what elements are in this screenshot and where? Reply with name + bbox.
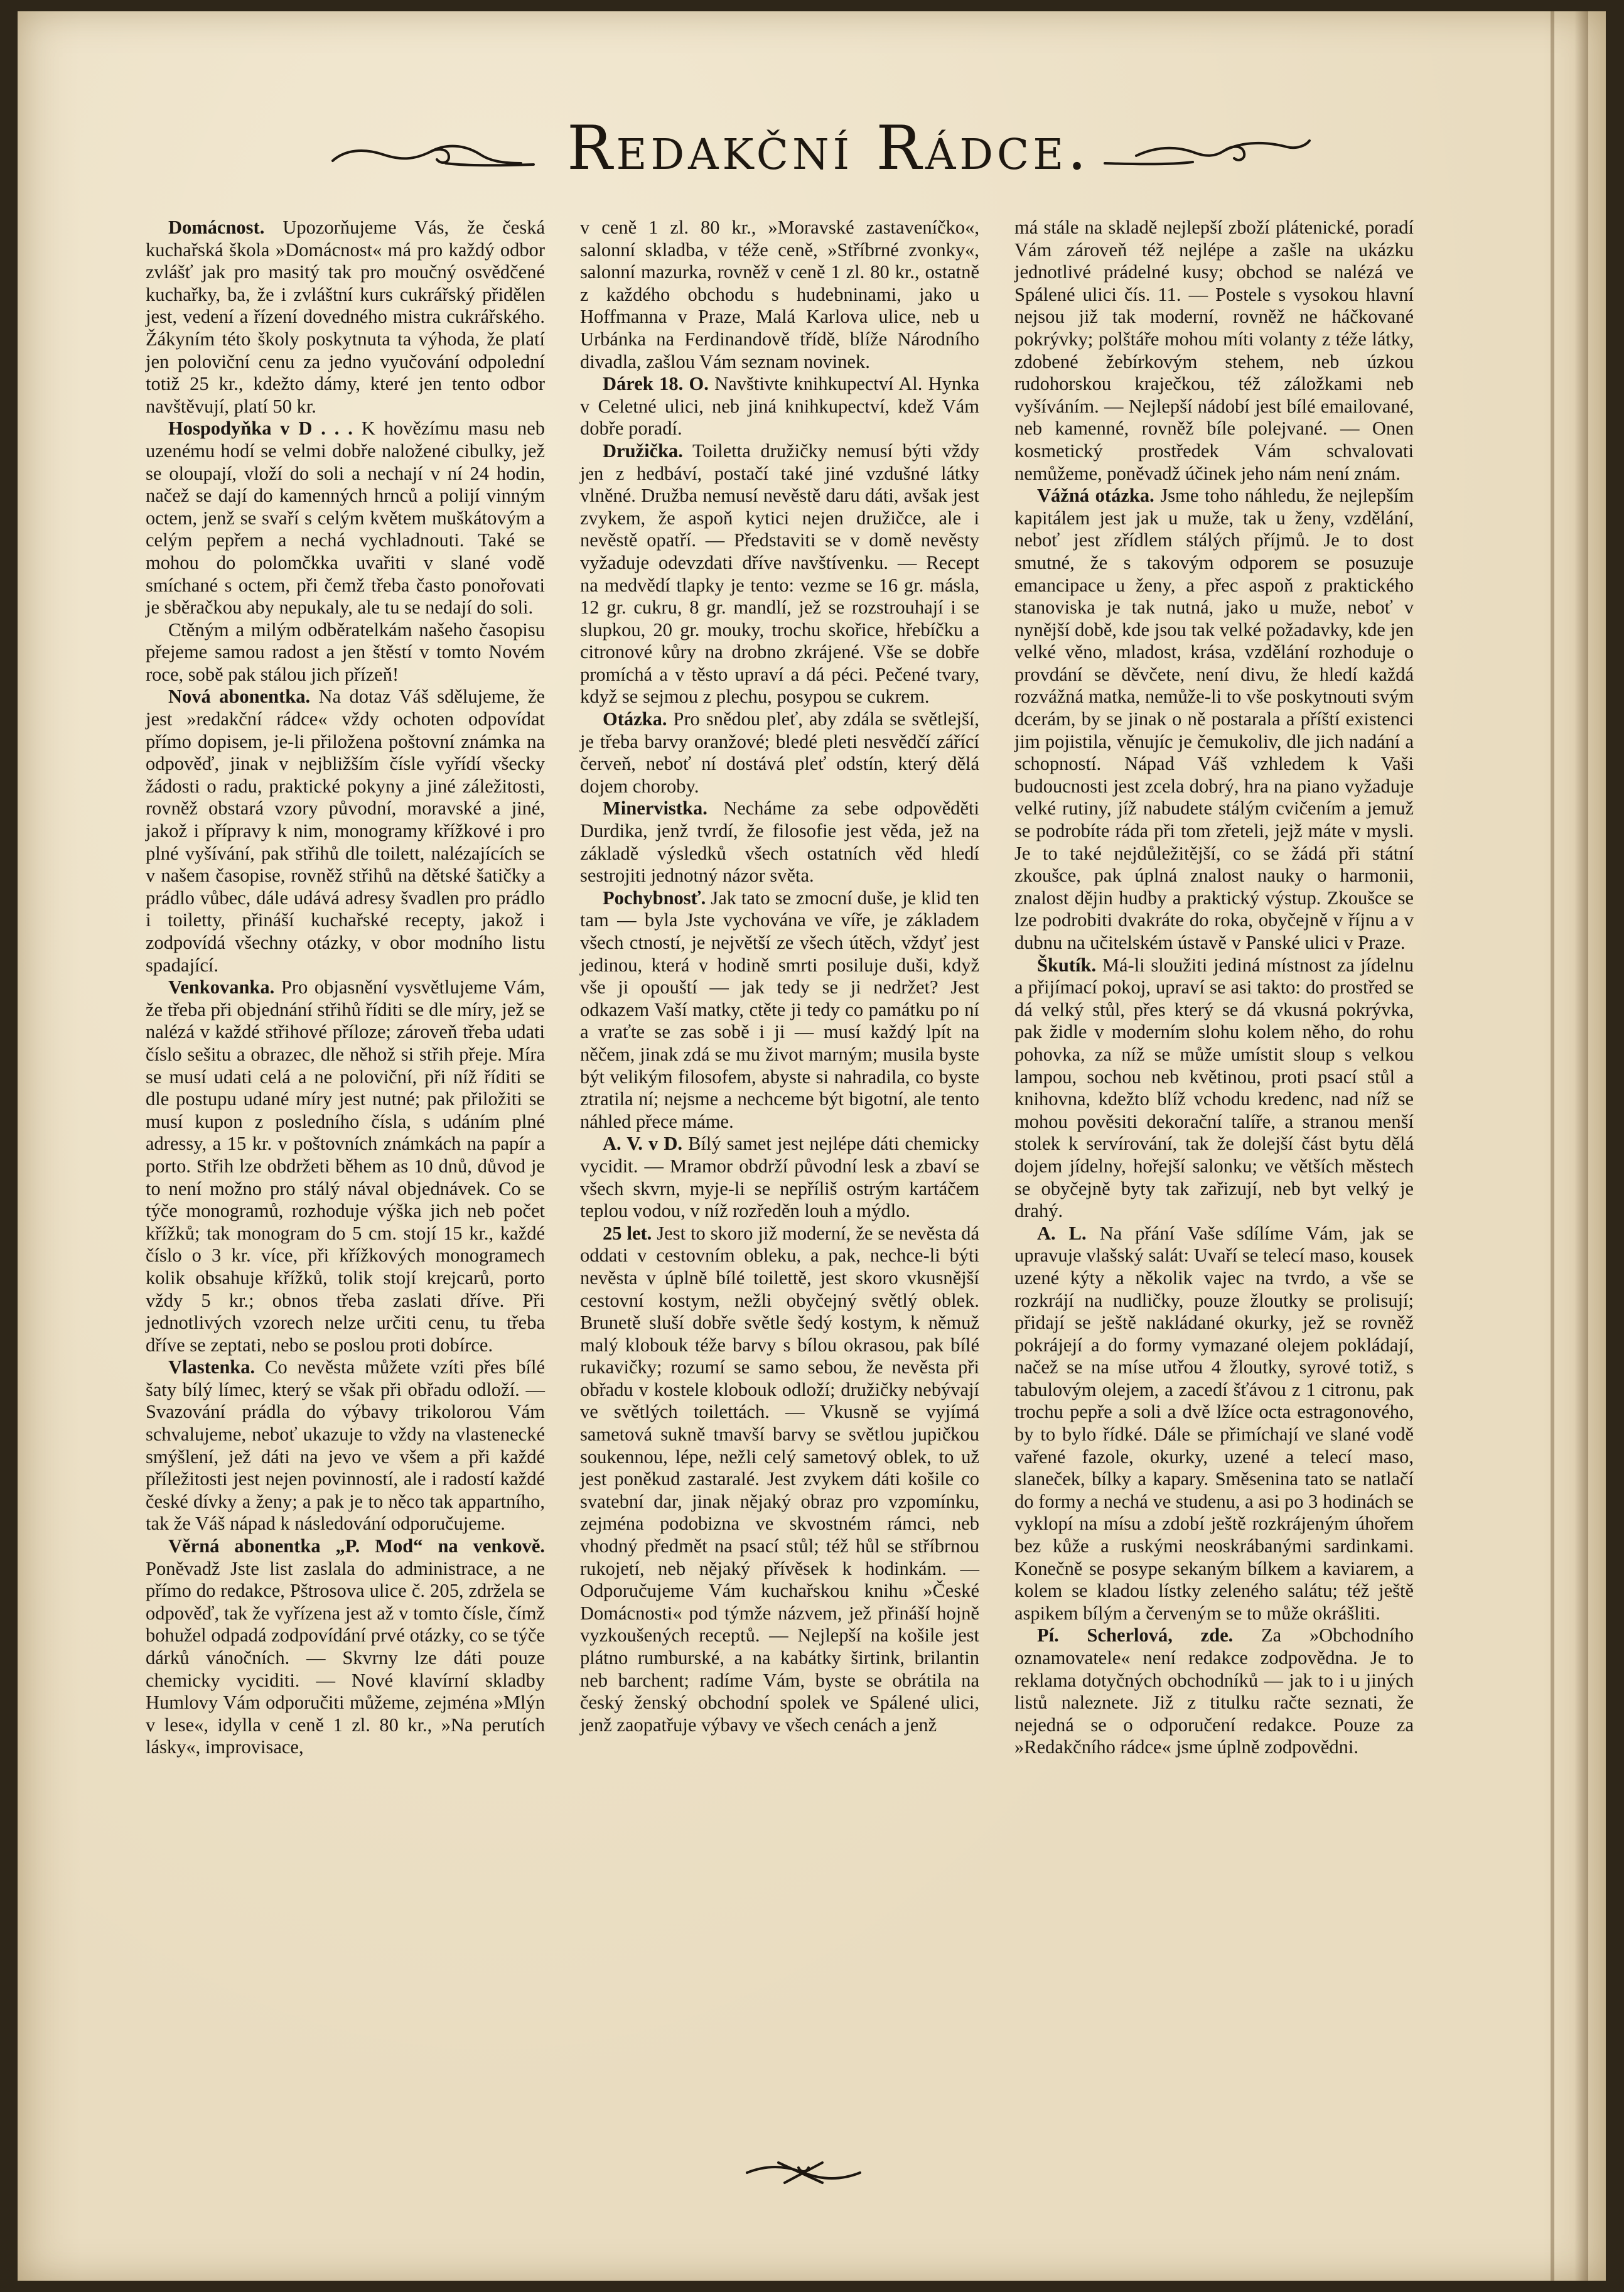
column-1-paragraph xyxy=(146,976,545,1356)
column-2-paragraph xyxy=(580,708,979,797)
column-3-paragraph xyxy=(1014,1624,1414,1759)
entry-text: Upozorňujeme Vás, že česká kuchařská škola »Domácnost« má pro každý odbor zvlášť jak pro masitý tak pro moučný osvědčené kuchařky, ba, že i zvláštní kurs cukrářský přidělen jest, vedení a řízení dovedného mistra cukrářského. Žákyním této školy poskytnuta ta výhoda, že platí jen poloviční cenu za jedno vyučování odpolední totiž 25 kr., kdežto dámy, které jen tento odbor navštěvují, platí 50 kr. xyxy=(146,217,545,417)
entry-text: Co nevěsta můžete vzíti přes bílé šaty bílý límec, který se však při obřadu odloží. — Svazování prádla do výbavy trikolorou Vám schvalujeme, neboť ukazuje to vždy na vlastenecké smýšlení, jež dáti na jevo ve všem a při každé příležitosti jest nejen povinností, ale i radostí každé české dívky a ženy; a pak je to něco tak appartního, tak že Váš nápad k následování odporučujeme. xyxy=(146,1356,545,1535)
entry-heading: Venkovanka. xyxy=(168,976,275,998)
column-2-paragraph xyxy=(580,373,979,440)
entry-heading: 25 let. xyxy=(603,1222,652,1244)
column-3-paragraph xyxy=(1014,217,1414,485)
column-3-paragraph xyxy=(1014,954,1414,1223)
footer-ornament xyxy=(741,2154,866,2192)
text-column-3 xyxy=(1014,217,1414,1759)
page-title: Redakční Rádce. xyxy=(567,113,1090,183)
column-3-paragraph xyxy=(1014,485,1414,954)
entry-text: Bílý samet jest nejlépe dáti chemicky vycidit. — Mramor obdrží původní lesk a zbaví se všech skvrn, myje-li se nepříliš ostrým kartáčem teplou vodou, v níž rozředěn louh a mýdlo. xyxy=(580,1133,979,1222)
column-2-paragraph xyxy=(580,797,979,887)
column-1-paragraph xyxy=(146,1356,545,1535)
column-3-paragraph xyxy=(1014,1223,1414,1625)
entry-text: K hovězímu masu neb uzenému hodí se velmi dobře naložené cibulky, jež se oloupají, vloží do soli a nechají v ní 24 hodin, načež se dají do kamenných hrnců a polijí vinným octem, jenž se svaří s celým květem muškátovým a celým pepřem a nechá vychladnouti. Také se mohou do polomčkka uvařiti v slané vodě smíchané s octem, při čemž třeba často ponořovati je sběračkou aby nepukaly, ale tu se nedají do soli. xyxy=(146,418,545,619)
page-spine-shadow xyxy=(1551,11,1554,2281)
entry-text: má stále na skladě nejlepší zboží plátenické, poradí Vám zároveň též nejlépe a zašle na ukázku jednotlivé prádelné kusy; obchod se nalézá ve Spálené ulici čís. 11. — Postele s vysokou hlavní nejsou již tak moderní, rovněž ne háčkované pokrývky; polštáře mohou míti volanty z téže látky, zdobené žebírkovým stehem, neb úzkou rudohorskou kraječkou, též záložkami neb vyšíváním. — Nejlepší nádobí jest bílé emailované, neb kamenné, rovněž bíle polejvané. — Onen kosmetický prostředek Vám schvalovati nemůžeme, poněvadž účinek jeho nám není znám. xyxy=(1014,217,1414,484)
column-2-paragraph xyxy=(580,887,979,1133)
text-column-2 xyxy=(580,217,979,1736)
section-header xyxy=(320,105,1318,200)
column-1-paragraph xyxy=(146,217,545,418)
entry-text: Poněvadž Jste list zaslala do administrace, a ne přímo do redakce, Pštrosova ulice č. 205, zdržela se odpověď, tak že vyřízena jest až v tomto čísle, čímž bohužel odpadá zodpovídání prvé otázky, co se týče dárků vánočních. — Skvrny lze dáti pouze chemicky vyciditi. — Nové klavírní skladby Humlovy Vám odporučiti můžeme, zejména »Mlýn v lese«, idylla v ceně 1 zl. 80 kr., »Na perutích lásky«, improvisace, xyxy=(146,1557,545,1758)
entry-text: Jsme toho náhledu, že nejlepším kapitálem jest jak u muže, tak u ženy, vzdělání, neboť jest zřídlem stálých příjmů. Je to dost smutné, že s takovým odporem se posuzuje emancipace u ženy, a přec aspoň z praktického stanoviska je tak nutná, jako u muže, neboť v nynější době, kde jsou tak velké požadavky, kde jen velké věno, mladost, krása, vzdělání rozhoduje o provdání se děvčete, není divu, že hledí každá rozvážná matka, nemůže-li to vše poskytnouti svým dcerám, by se jinak o ně postarala a příští existenci jim pojistila, věnujíc je čemukoliv, dle jich nadání a schopností. Nápad Váš vzhledem k Vaši budoucnosti jest zcela dobrý, hra na piano vyžaduje velké rutiny, jíž nabudete stálým cvičením a jemuž se podrobíte ráda při tom zřeteli, jejž máte v mysli. Je to také nejdůležitější, co se žádá při státní zkoušce, pak úplná znalost nauky o harmonii, znalost dějin hudby a praktický výstup. Zkoušce se lze podrobiti dvakráte do roka, obyčejně v říjnu a v dubnu na učitelském ústavě v Panské ulici v Praze. xyxy=(1014,485,1414,953)
entry-heading: Družička. xyxy=(603,440,683,462)
entry-heading: Dárek 18. O. xyxy=(603,373,709,395)
entry-heading: Škutík. xyxy=(1037,954,1097,976)
entry-heading: Pochybnosť. xyxy=(603,887,706,909)
entry-heading: Vlastenka. xyxy=(168,1356,255,1378)
entry-heading: A. V. v D. xyxy=(603,1133,683,1155)
entry-text: Necháme za sebe odpověděti Durdika, jenž tvrdí, že filosofie jest věda, jež na základě výsledků všech ostatních věd hledí sestrojiti jednotný názor světa. xyxy=(580,797,979,887)
entry-text: Za »Obchodního oznamovatele« není redakce zodpovědna. Je to reklama dotyčných obchodníků — jak to i u jiných listů naleznete. Již z titulku račte seznati, že nejedná se o odporučení redakce. Pouze za »Redakčního rádce« jsme úplně zodpovědni. xyxy=(1014,1624,1414,1758)
column-1-paragraph xyxy=(146,418,545,619)
entry-text: Ctěným a milým odběratelkám našeho časopisu přejeme samou radost a jen štěstí v tomto Novém roce, sobě pak stálou jich přízeň! xyxy=(146,619,545,685)
entry-heading: Domácnost. xyxy=(168,217,265,238)
column-1-paragraph xyxy=(146,619,545,686)
entry-text: Na přání Vaše sdílíme Vám, jak se upravuje vlašský salát: Uvaří se telecí maso, kousek uzené kýty a několik vajec na tvrdo, a vše se rozkrájí na nudličky, pouze žloutky se prolisují; přidají se ještě nakládané okurky, jež se rovněž pokrájejí a do formy vymazané olejem pokládají, načež se na míse utřou 4 žloutky, syrové totiž, s tabulovým olejem, a zacedí šťávou z 1 citronu, pak trochu pepře a soli a dvě lžíce octa estragonového, by to bylo řídké. Dále se přimíchají ve slané vodě vařené fazole, okurky, uzené a telecí maso, slaneček, bílky a kapary. Směsenina tato se natlačí do formy a nechá ve studenu, a asi po 3 hodinách se vyklopí na mísu a zdobí ještě rozkrájeným úhořem bez kůže a ruskými neoskrábanými sardinkami. Konečně se posype sekaným bílkem a kaviarem, a kolem se kladou lístky zeleného salátu; též ještě aspikem bílým a červeným se to může okrášliti. xyxy=(1014,1222,1414,1624)
column-2-paragraph xyxy=(580,1133,979,1222)
column-1-paragraph xyxy=(146,686,545,976)
column-2-paragraph xyxy=(580,1223,979,1737)
column-2-paragraph xyxy=(580,217,979,373)
entry-heading: Hospodyňka v D . . . xyxy=(168,418,353,440)
entry-text: Navštivte knihkupectví Al. Hynka v Celetné ulici, neb jiná knihkupectví, kdež Vám dobře poradí. xyxy=(580,373,979,440)
entry-text: Jest to skoro již moderní, že se nevěsta dá oddati v cestovním obleku, a pak, nechce-li býti nevěsta v úplně bílé toilettě, jest skoro vkusnější cestovní kostym, nežli obyčejný světlý oblek. Brunetě sluší dobře světle šedý kostym, k němuž malý klobouk téže barvy s bílou okrasou, pak bílé rukavičky; rozumí se samo sebou, že nevěsta při obřadu v kostele klobouk odloží; družičky nebývají ve světlých toilettách. — Vkusně se vyjímá sametová sukně tmavší barvy se světlou jupičkou soukennou, lépe, nežli celý sametový oblek, to už jest poněkud zastaralé. Jest zvykem dáti košile co svatební dar, jinak nějaký obraz pro vzpomínku, zejména podobizna ve skvostném rámci, neb vhodný předmět na psací stůl; též hůl se stříbrnou rukojetí, neb nějaký přívěsek k hodinkám. — Odporučujeme Vám kuchařskou knihu »České Domácnosti« pod týmže názvem, jež přináší hojně vyzkoušených receptů. — Nejlepší na košile jest plátno rumburské, a na kabátky širtink, brilantin neb barchent; radíme Vám, byste se obrátila na český ženský obchodní spolek ve Spálené ulici, jenž zaopatřuje výbavy ve všech cenách a jenž xyxy=(580,1222,979,1736)
entry-text: Na dotaz Váš sdělujeme, že jest »redakční rádce« vždy ochoten odpovídat přímo dopisem, je-li přiložena poštovní známka na odpověď, jinak v nejbližším čísle vyřídí všecky žádosti o radu, praktické pokyny a jiné záležitosti, rovněž obstará vzory původní, moravské a jiné, jakož i přípravy k nim, monogramy křížkové i pro plné vyšívání, pak střihů dle toilett, nalézajících se v našem časopise, rovněž střihů na dětské šatičky a prádlo vůbec, dále udává adresy švadlen pro prádlo i toiletty, přináší kuchařské recepty, jakož i zodpovídá všechny otázky, v obor modního listu spadající. xyxy=(146,686,545,976)
entry-text: Pro objasnění vysvětlujeme Vám, že třeba při objednání střihů říditi se dle míry, jež se nalézá v každé střihové příloze; zároveň třeba udati číslo sešitu a obrazec, dle něhož si střih přeje. Míra se musí udati celá a ne poloviční, při níž říditi se dle postupu udané míry jest nutné; pak přiložiti se musí kupon z posledního čísla, s udáním plné adressy, a 15 kr. v poštovních známkách na papír a porto. Střih lze obdržeti během as 10 dnů, důvod je to není možno pro stálý nával objednávek. Co se týče monogramů, rozhoduje výška jich neb počet křížků; tak monogram do 5 cm. stojí 15 kr., každé číslo o 3 kr. více, při křížkových monogramech kolik obsahuje křížků, tolik stojí krejcarů, porto vždy 5 kr.; obnos třeba zaslati dříve. Při jednotlivých vzorech nelze určiti cenu, tu třeba dříve se zeptati, nebo se poslou proti dobírce. xyxy=(146,976,545,1356)
entry-heading: Pí. Scherlová, zde. xyxy=(1037,1624,1234,1646)
entry-heading: Nová abonentka. xyxy=(168,686,311,708)
entry-text: Jak tato se zmocní duše, je klid ten tam — byla Jste vychována ve víře, je základem všech ctností, je největší ze všech útěch, vždyť jest jedinou, která v hodině smrti posiluje duši, když vše ji opouští — jak tedy se ji nedržet? Jest odkazem Vaší matky, ctěte ji tedy co památku po ní a vraťte se zas sobě i ji — musí každý lpít na něčem, jinak zdá se mu život marným; musila byste být velikým filosofem, abyste si nahradila, co byste ztratila ní; nejsme a nechceme být bigotní, ale tento náhled přece máme. xyxy=(580,887,979,1132)
entry-text: v ceně 1 zl. 80 kr., »Moravské zastaveníčko«, salonní skladba, v téže ceně, »Stříbrné zvonky«, salonní mazurka, rovněž v ceně 1 zl. 80 kr., ostatně z každého obchodu s hudebninami, jako u Hoffmanna v Praze, Malá Karlova ulice, neb u Urbánka na Ferdinandově třídě, blíže Národního divadla, zašlou Vám seznam novinek. xyxy=(580,217,979,372)
entry-text: Toiletta družičky nemusí býti vždy jen z hedbáví, postačí také jiné vzdušné látky vlněné. Družba nemusí nevěstě daru dáti, avšak jest zvykem, že aspoň kytici nejen družičce, ale i nevěstě opatří. — Představiti se v domě nevěsty vyžaduje odevzdati dříve navštívenku. — Recept na medvědí tlapky je tento: vezme se 16 gr. másla, 12 gr. cukru, 8 gr. mandlí, jež se rozstrouhají i se slupkou, 20 gr. mouky, trochu skořice, hřebíčku a citronové kůry na drobno zkrájené. Vše se dobře promíchá a v těsto upraví a dá péci. Pečené tvary, když se sejmou z plechu, posypou se cukrem. xyxy=(580,440,979,708)
entry-heading: Minervistka. xyxy=(603,797,707,819)
column-2-paragraph xyxy=(580,440,979,708)
entry-heading: Vážná otázka. xyxy=(1037,485,1154,507)
column-1-paragraph xyxy=(146,1535,545,1759)
entry-text: Pro snědou pleť, aby zdála se světlejší, je třeba barvy oranžové; bledé pleti nesvědčí zářící červeň, neboť ní dostává pleť odstín, který dělá dojem choroby. xyxy=(580,708,979,797)
entry-heading: A. L. xyxy=(1037,1222,1087,1244)
entry-heading: Otázka. xyxy=(603,708,667,730)
entry-text: Má-li sloužiti jediná místnost za jídelnu a přijímací pokoj, upraví se asi takto: do prostřed se dá velký stůl, přes který se dá vkusná pokrývka, pak židle v moderním slohu kolem něho, do rohu pohovka, za níž se může umístit sloup s velkou lampou, sochou neb květinou, proti psací stůl a knihovna, kdežto blíž vchodu kredenc, nad níž se mohou pověsiti dekorační talíře, a stranou menší stolek k servírování, tak že dolejší část bytu dělá dojem jídelny, hořejší salonku; ve větších městech se obyčejně byty tak zařizují, neb byt velký je drahý. xyxy=(1014,954,1414,1222)
page-edge xyxy=(1574,11,1588,2281)
text-column-1 xyxy=(146,217,545,1759)
entry-heading: Věrná abonentka „P. Mod“ na venkově. xyxy=(168,1535,545,1557)
